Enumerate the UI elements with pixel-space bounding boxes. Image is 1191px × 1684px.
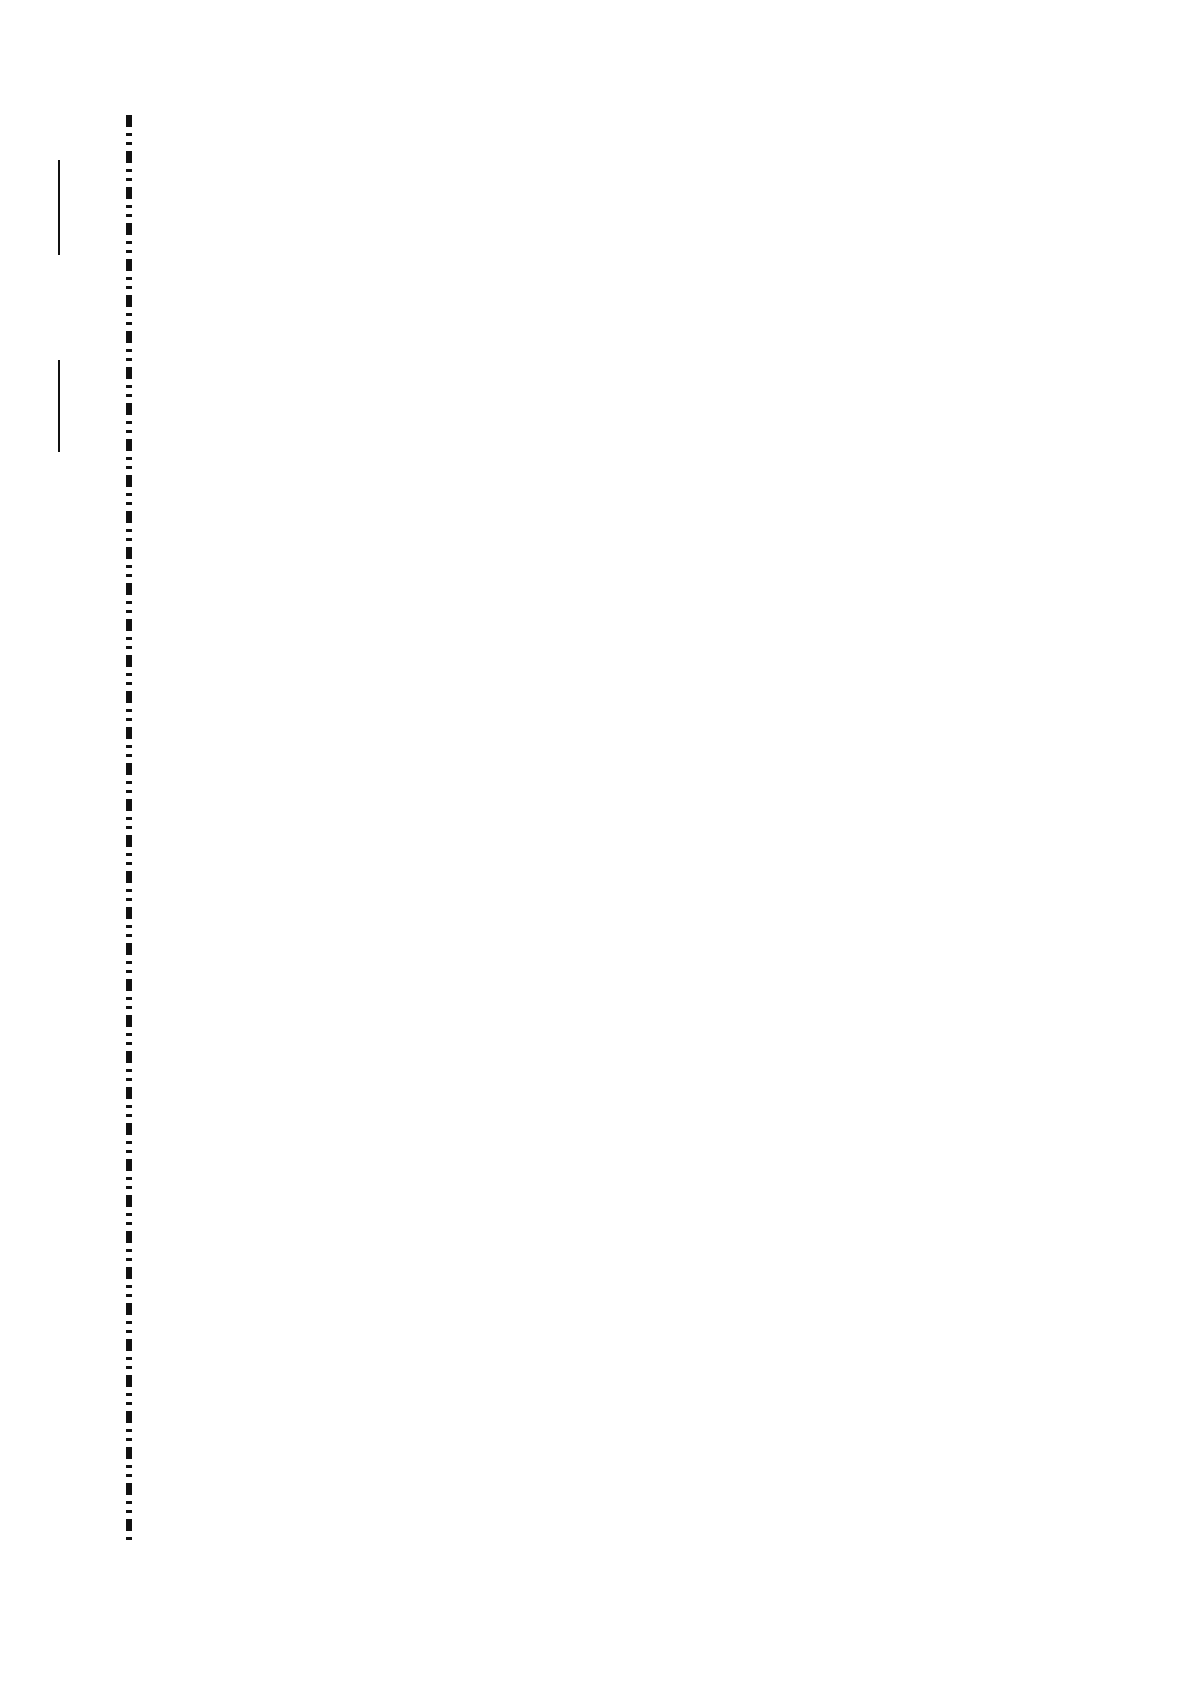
school-line[interactable] bbox=[58, 360, 60, 452]
seal-dashed-line bbox=[126, 115, 132, 1545]
student-id-line[interactable] bbox=[58, 160, 60, 255]
